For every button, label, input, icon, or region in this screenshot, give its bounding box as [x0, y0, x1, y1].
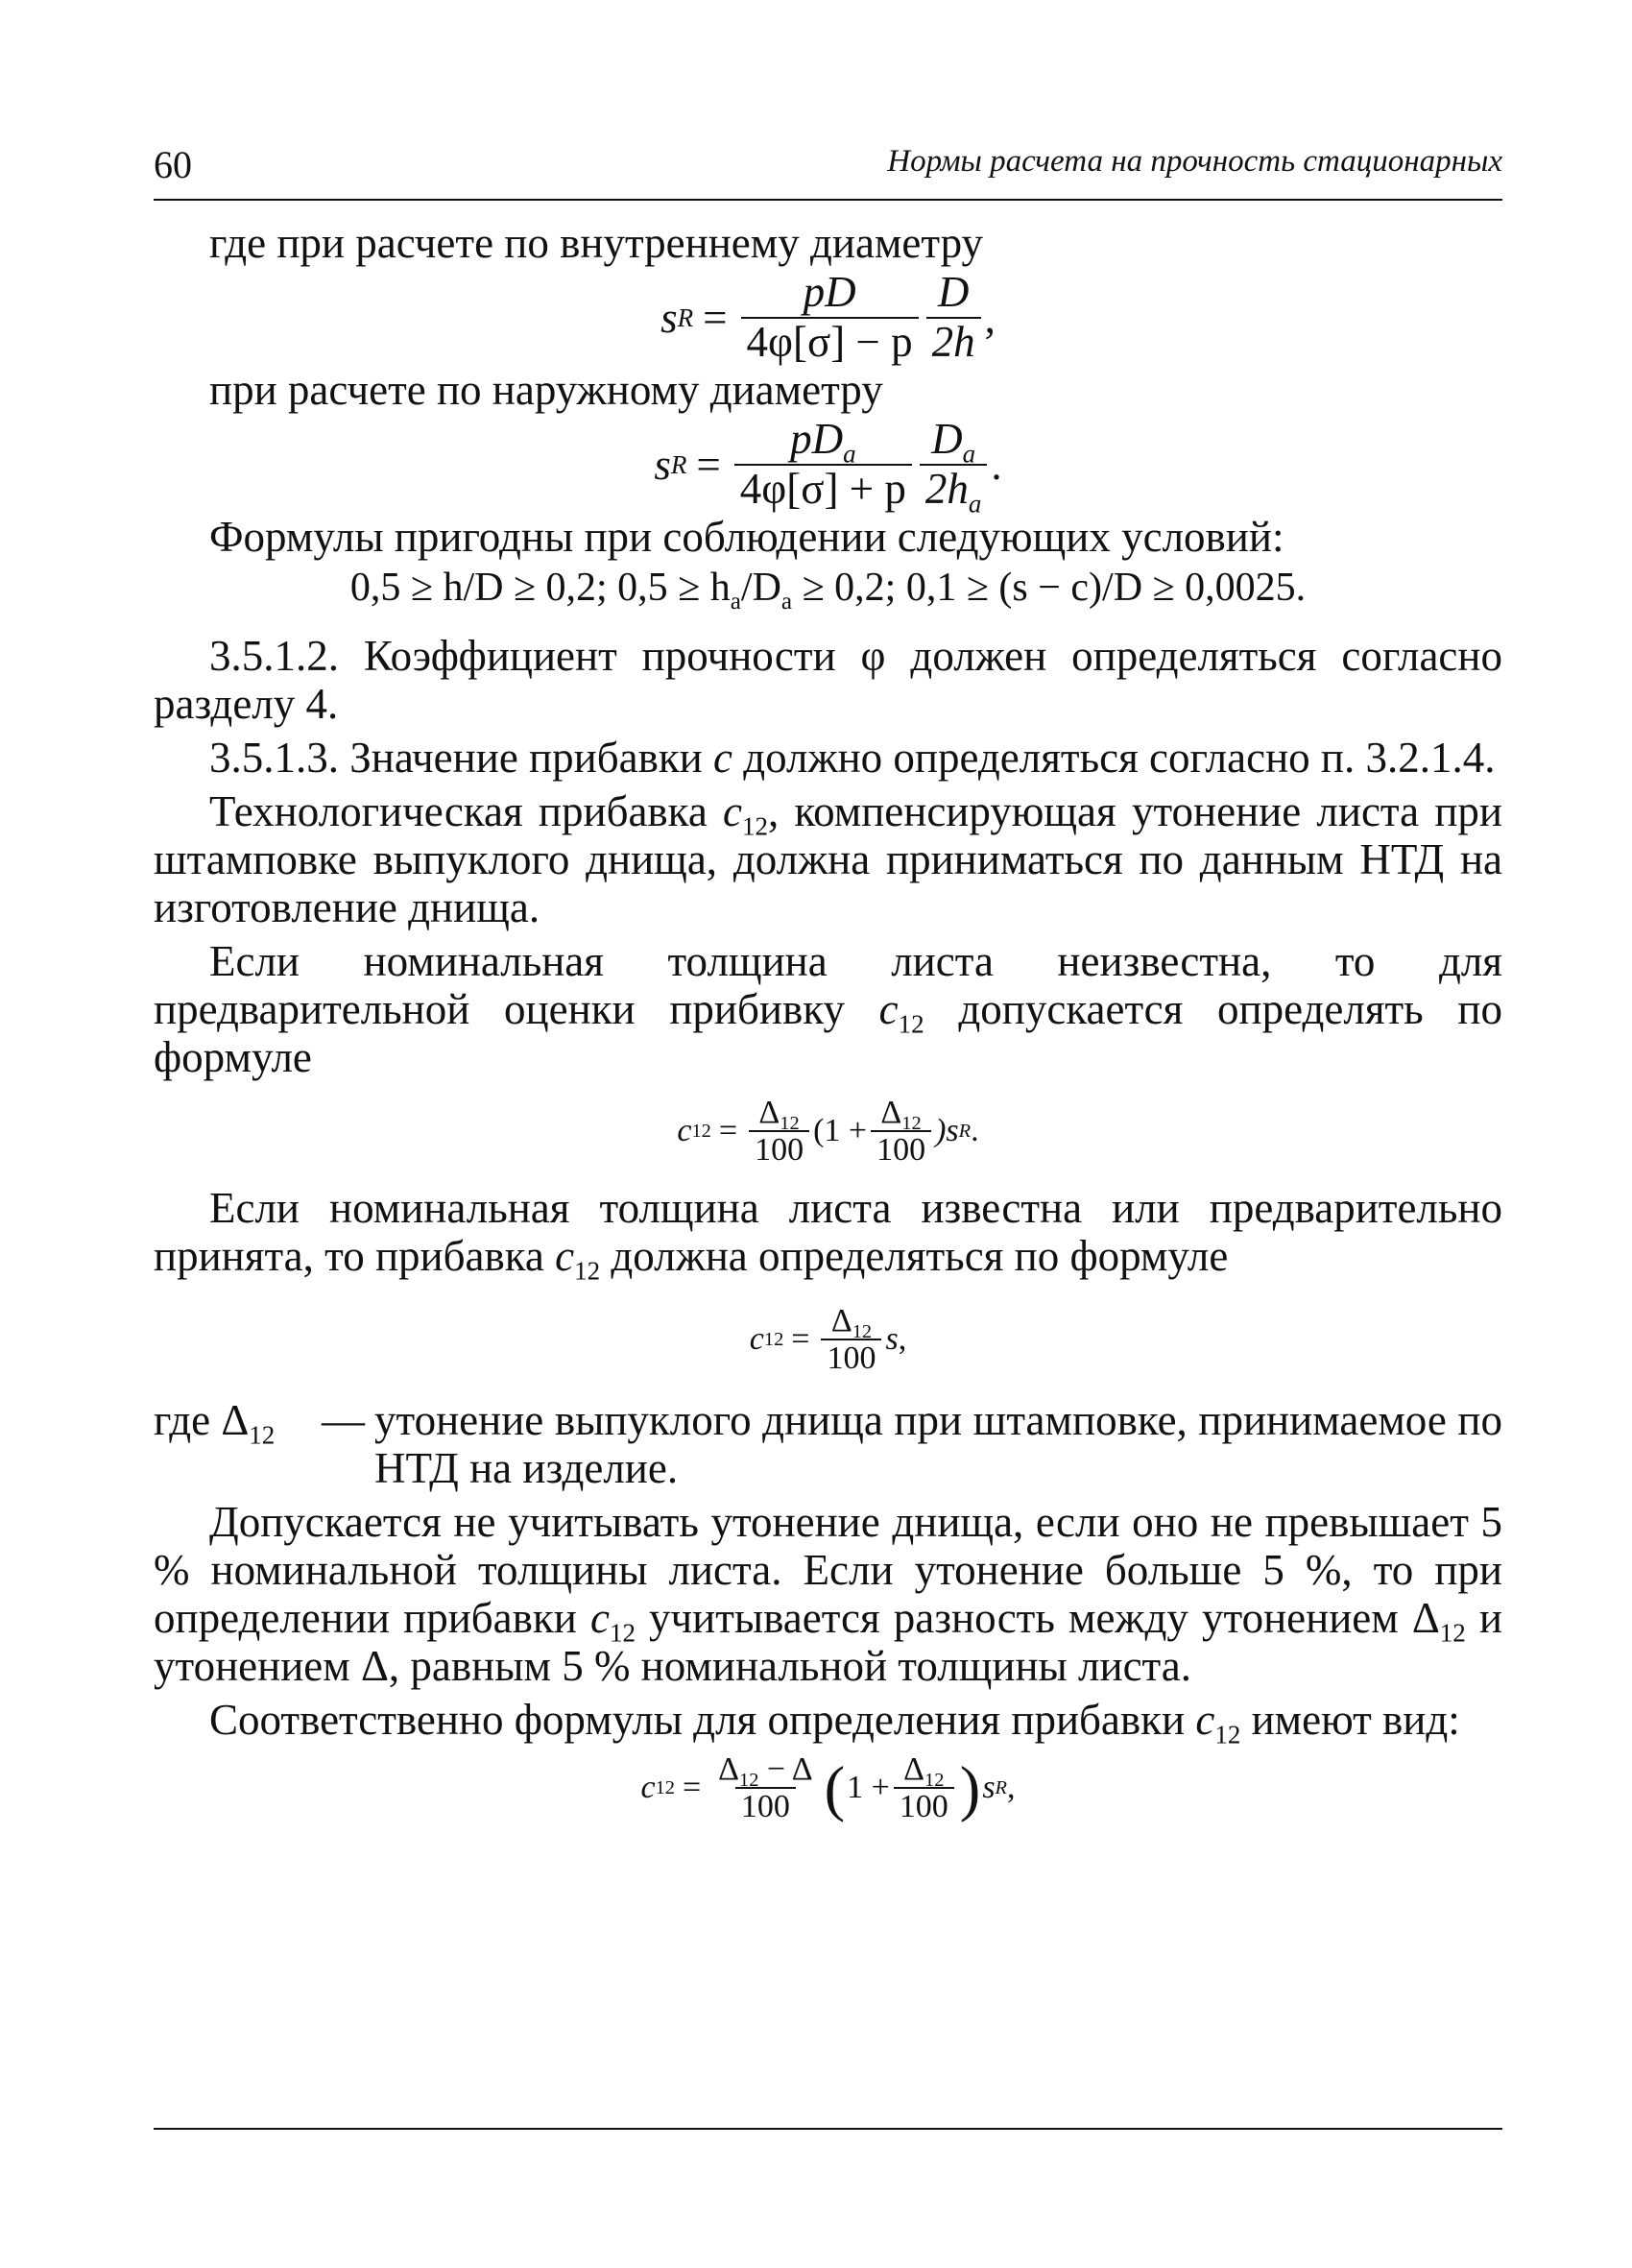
paragraph-thinning-allowance: Допускается не учитывать утонение днища, если оно не превышает 5 % номинальной толщины листа. Если утонение больше 5 %, то при определении прибавки $c_{12}$ учитывается разность между утонением $\Delta_{12}$ и утонением Δ, равным 5 % номинальной толщины листа.	[154, 1497, 1502, 1690]
fraction: $\frac{\Delta_{12}}{100}$	[894, 1751, 954, 1825]
paragraph-conditions-intro: Формулы пригодны при соблюдении следующих условий:	[209, 513, 1284, 561]
fraction: $\frac{\Delta_{12} - \Delta}{100}$	[718, 1750, 813, 1824]
paragraph-inner-diameter: где при расчете по внутреннему диаметру	[209, 219, 984, 267]
formula-sr-outer: s R = $\frac{pD_a}{4\varphi[\sigma] + p}$ $\frac{D_a}{2h_a}$ .	[654, 415, 1002, 518]
paragraph-known-thickness: Если номинальная толщина листа известна или предварительно принята, то прибавка $c_{12}$ должна определяться по формуле	[154, 1183, 1502, 1286]
paragraph-technological-allowance: Технологическая прибавка $c_{12}$, компенсирующая утонение листа при штамповке выпуклого днища, должна приниматься по данным НТД на изготовление днища.	[154, 787, 1502, 931]
fraction: $\frac{D_a}{2h_a}$	[920, 416, 988, 513]
paragraph-formulas-intro: Соответственно формулы для определения прибавки $c_{12}$ имеют вид:	[209, 1695, 1460, 1749]
formula-c12-known: c 12 = $\frac{\Delta_{12}}{100}$ s ,	[749, 1302, 907, 1377]
paragraph-3-5-1-2: 3.5.1.2. Коэффициент прочности φ должен определяться согласно разделу 4.	[154, 632, 1502, 728]
formula-c12-difference: c 12 = $\frac{\Delta_{12} - \Delta}{100}$ ( 1 + $\frac{\Delta_{12}}{100}$ ) s R ,	[640, 1750, 1016, 1824]
running-title: Нормы расчета на прочность стационарных	[887, 144, 1502, 179]
fraction: $\frac{\Delta_{12}}{100}$	[871, 1095, 931, 1169]
page-header	[154, 142, 1502, 200]
fraction: $\frac{D}{2h}$	[926, 269, 981, 366]
formula-c12-estimate: c 12 = $\frac{\Delta_{12}}{100}$ (1 + $\frac{\Delta_{12}}{100}$ )s R .	[677, 1095, 979, 1169]
header-rule	[154, 199, 1502, 201]
formula-sr-inner: s R = $\frac{pD}{4\varphi[\sigma] - p}$ $\frac{D}{2h}$ ,	[660, 268, 996, 366]
fraction: $\frac{pD_a}{4\varphi[\sigma] + p}$	[734, 416, 912, 513]
fraction: $\frac{\Delta_{12}}{100}$	[749, 1095, 809, 1169]
conditions-line: 0,5 ≥ h/D ≥ 0,2; $0,5 \ge h_a/D_a \ge 0,2$; 0,1 ≥ (s − c)/D ≥ 0,0025.	[349, 566, 1307, 615]
paragraph-unknown-thickness: Если номинальная толщина листа неизвестна, то для предварительной оценки прибивку $c_{12}$ допускается определять по формуле	[154, 937, 1502, 1081]
paragraph-3-5-1-3: 3.5.1.3. Значение прибавки c должно определяться согласно п. 3.2.1.4.	[209, 734, 1496, 782]
footer-rule	[154, 2128, 1502, 2130]
paragraph-outer-diameter: при расчете по наружному диаметру	[209, 366, 883, 414]
fraction: $\frac{\Delta_{12}}{100}$	[821, 1303, 881, 1377]
page-body	[154, 219, 1502, 1824]
fraction: $\frac{pD}{4\varphi[\sigma] - p}$	[741, 269, 919, 366]
definition-delta12: где $\Delta_{12}$ — утонение выпуклого днища при штамповке, принимаемое по НТД на изделие.	[154, 1395, 1502, 1492]
page-number: 60	[154, 143, 192, 186]
